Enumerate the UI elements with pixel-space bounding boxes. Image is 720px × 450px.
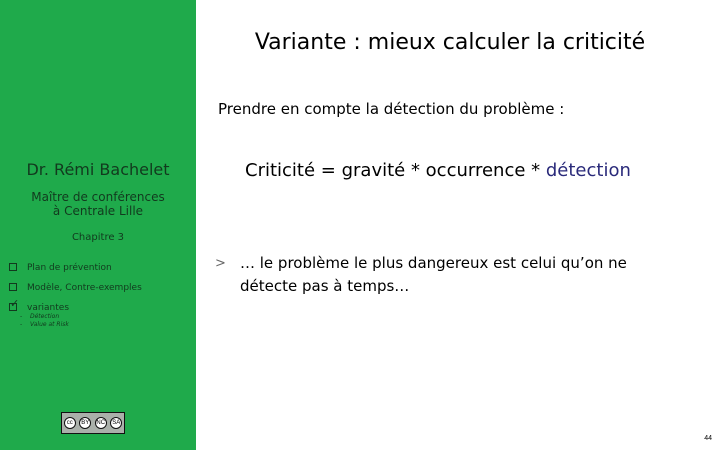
nav-item-modele[interactable]: [9, 282, 189, 302]
nav-item-label: Modèle, Contre-exemples: [27, 283, 142, 293]
nav-item-label: Plan de prévention: [27, 263, 112, 273]
subitem-detection[interactable]: - Détection: [30, 313, 69, 321]
formula-prefix: Criticité = gravité * occurrence *: [245, 160, 546, 181]
nc-icon: NC: [95, 417, 107, 429]
creative-commons-badge: [61, 412, 125, 434]
author-name: Dr. Rémi Bachelet: [26, 160, 170, 179]
checkmark-icon: ✓: [10, 297, 20, 310]
chapter-label: Chapitre 3: [71, 232, 125, 243]
author-role: [0, 190, 196, 218]
criticality-formula: [245, 160, 631, 181]
cc-icon: cc: [64, 417, 76, 429]
formula-highlight: détection: [545, 160, 631, 181]
bullet-point: [215, 252, 675, 298]
checkbox-icon: [9, 263, 17, 271]
slide-intro: Prendre en compte la détection du problème :: [218, 100, 565, 118]
nav-subitems: [30, 313, 69, 329]
role-line-2: à Centrale Lille: [52, 204, 144, 218]
role-line-1: Maître de conférences: [31, 190, 165, 204]
nav-item-plan[interactable]: [9, 262, 189, 282]
checkbox-icon: [9, 283, 17, 291]
sa-icon: SA: [110, 417, 122, 429]
by-icon: BY: [79, 417, 91, 429]
subitem-value-at-risk[interactable]: - Value at Risk: [30, 321, 69, 329]
bullet-arrow-icon: >: [215, 256, 226, 271]
page-number: 44: [704, 435, 712, 442]
sidebar: [0, 0, 196, 450]
bullet-text: … le problème le plus dangereux est celui qu’on ne détecte pas à temps…: [240, 254, 627, 295]
slide-title: Variante : mieux calculer la criticité: [254, 30, 646, 55]
nav-item-label: variantes: [27, 303, 70, 313]
